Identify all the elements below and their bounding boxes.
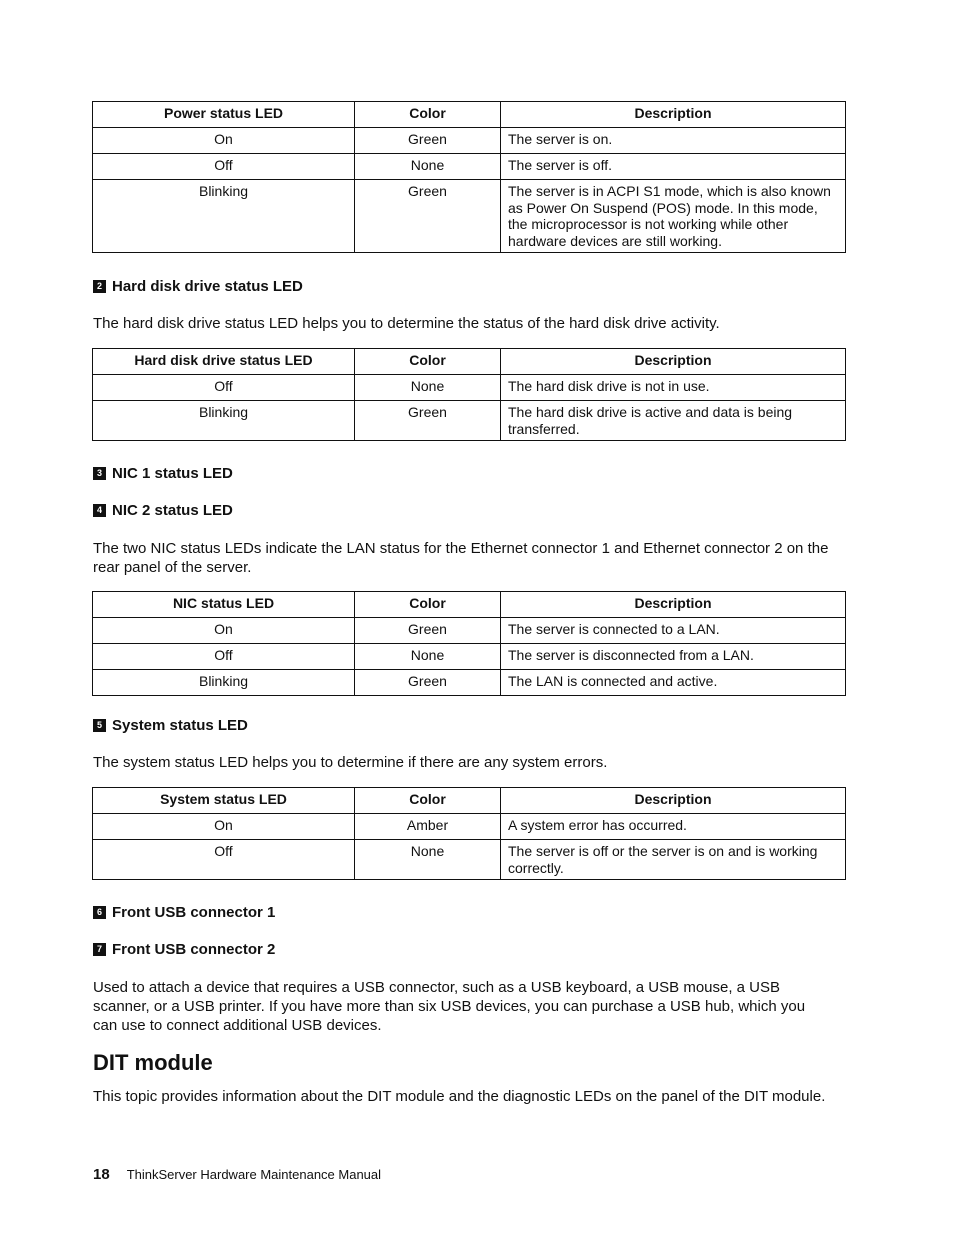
power-status-led-table [92,101,846,253]
table-cell: On [93,618,355,644]
table-cell: None [355,840,501,880]
table-cell: Blinking [93,670,355,696]
column-header: Color [355,788,501,814]
column-header: Color [355,592,501,618]
table-cell: The server is off or the server is on and is working correctly. [501,840,846,880]
table-cell: Off [93,644,355,670]
table-row [93,154,846,180]
column-header: Description [501,349,846,375]
table-row [93,644,846,670]
callout-number-badge: 6 [93,906,106,919]
table-header-row [93,349,846,375]
callout-number-badge: 7 [93,943,106,956]
table-cell: The server is connected to a LAN. [501,618,846,644]
table-cell: The hard disk drive is active and data is being transferred. [501,401,846,441]
table-row [93,618,846,644]
table-row [93,128,846,154]
table-cell: Amber [355,814,501,840]
table-cell: The server is in ACPI S1 mode, which is also known as Power On Suspend (POS) mode. In this mode, the microprocessor is not working while other hardware devices are still working. [501,180,846,253]
column-header: Color [355,102,501,128]
table-cell: Blinking [93,180,355,253]
section-title: Hard disk drive status LED [112,278,303,295]
callout-number-badge: 2 [93,280,106,293]
table-cell: None [355,644,501,670]
section-title: NIC 2 status LED [112,502,233,519]
manual-title: ThinkServer Hardware Maintenance Manual [126,1167,382,1182]
table-row [93,840,846,880]
table-header-row [93,592,846,618]
page-number: 18 [93,1166,110,1183]
table-cell: The server is off. [501,154,846,180]
table-cell: Blinking [93,401,355,441]
table-cell: Green [355,128,501,154]
table-cell: A system error has occurred. [501,814,846,840]
paragraph: The two NIC status LEDs indicate the LAN status for the Ethernet connector 1 and Ethernet connector 2 on the rear panel of the server. [93,540,829,576]
system-status-led-table [92,787,846,880]
section-title: Front USB connector 1 [112,904,276,921]
column-header: Color [355,349,501,375]
callout-number-badge: 3 [93,467,106,480]
table-cell: The LAN is connected and active. [501,670,846,696]
table-row [93,814,846,840]
section-heading-hdd [93,278,303,295]
table-cell: Green [355,618,501,644]
table-cell: Off [93,840,355,880]
section-heading-nic2 [93,502,233,519]
section-heading-usb1 [93,904,275,921]
paragraph: This topic provides information about the DIT module and the diagnostic LEDs on the panel of the DIT module. [93,1088,826,1105]
callout-number-badge: 4 [93,504,106,517]
table-cell: Green [355,180,501,253]
dit-module-heading: DIT module [93,1050,213,1075]
column-header: NIC status LED [93,592,355,618]
table-cell: Off [93,375,355,401]
paragraph: The system status LED helps you to determine if there are any system errors. [93,754,608,771]
hdd-status-led-table [92,348,846,441]
section-title: NIC 1 status LED [112,465,233,482]
column-header: Power status LED [93,102,355,128]
callout-number-badge: 5 [93,719,106,732]
section-title: System status LED [112,717,248,734]
table-cell: Off [93,154,355,180]
table-row [93,180,846,253]
nic-status-led-table [92,591,846,696]
column-header: Description [501,102,846,128]
table-cell: None [355,375,501,401]
table-header-row [93,102,846,128]
table-cell: The server is on. [501,128,846,154]
paragraph: The hard disk drive status LED helps you to determine the status of the hard disk drive activity. [93,315,720,332]
table-header-row [93,788,846,814]
section-heading-nic1 [93,465,233,482]
column-header: System status LED [93,788,355,814]
section-heading-usb2 [93,941,275,958]
column-header: Hard disk drive status LED [93,349,355,375]
column-header: Description [501,788,846,814]
table-cell: On [93,814,355,840]
table-cell: On [93,128,355,154]
table-cell: The hard disk drive is not in use. [501,375,846,401]
column-header: Description [501,592,846,618]
page-footer [93,1166,381,1183]
section-title: Front USB connector 2 [112,941,276,958]
table-row [93,375,846,401]
table-row [93,670,846,696]
table-cell: Green [355,670,501,696]
table-cell: Green [355,401,501,441]
table-cell: None [355,154,501,180]
section-heading-system [93,717,248,734]
table-cell: The server is disconnected from a LAN. [501,644,846,670]
table-row [93,401,846,441]
paragraph: Used to attach a device that requires a USB connector, such as a USB keyboard, a USB mouse, a USB scanner, or a USB printer. If you have more than six USB devices, you can purchase a USB hub, which you can use to connect additional USB devices. [93,979,806,1034]
